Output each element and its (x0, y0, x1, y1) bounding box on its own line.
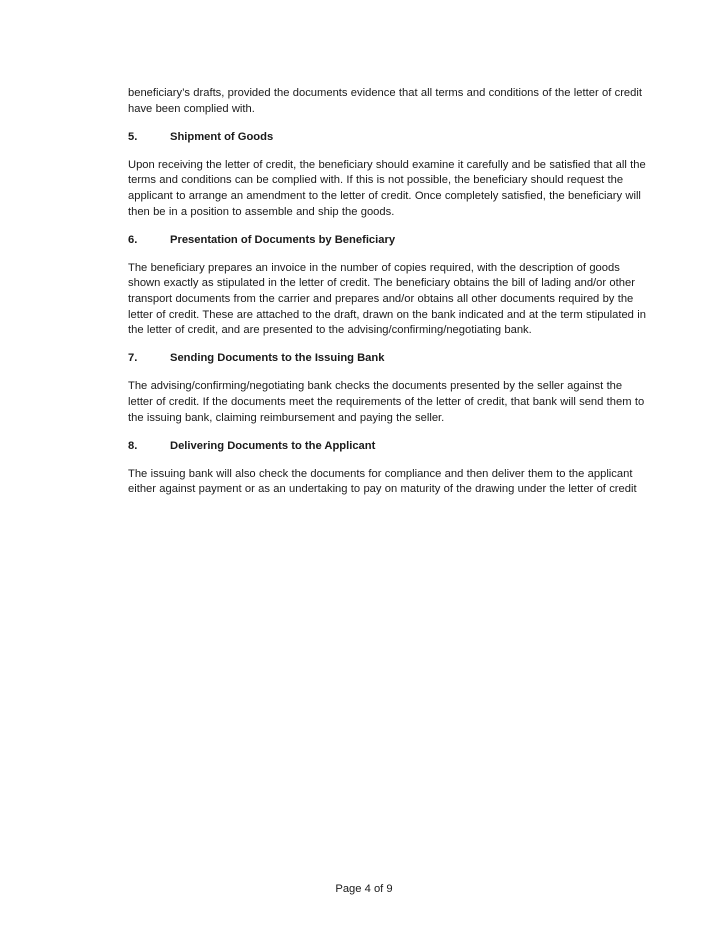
section-title: Delivering Documents to the Applicant (170, 439, 376, 452)
section-number: 6. (128, 233, 138, 246)
section-number: 7. (128, 352, 138, 365)
section-body-7: The advising/confirming/negotiating bank checks the documents presented by the seller against the letter of credit. If the documents meet the requirements of the letter of credit, that bank will send them to the issuing bank, claiming reimbursement and paying the seller. (128, 380, 645, 424)
section-number: 5. (128, 130, 138, 143)
section-heading-8 (128, 439, 648, 455)
section-heading-6 (128, 233, 648, 249)
section-heading-5 (128, 130, 648, 146)
section-title: Shipment of Goods (170, 130, 274, 143)
section-number: 8. (128, 439, 138, 452)
section-body-5: Upon receiving the letter of credit, the beneficiary should examine it carefully and be satisfied that all the terms and conditions can be complied with. If this is not possible, the beneficiary should request the applicant to arrange an amendment to the letter of credit. Once completely satisfied, the beneficiary will then be in a position to assemble and ship the goods. (128, 158, 646, 218)
page-number-footer: Page 4 of 9 (335, 883, 393, 895)
intro-paragraph: beneficiary’s drafts, provided the documents evidence that all terms and conditions of the letter of credit have been complied with. (128, 87, 642, 115)
section-title: Sending Documents to the Issuing Bank (170, 352, 385, 365)
section-heading-7 (128, 351, 648, 367)
document-body (128, 86, 648, 510)
section-body-6: The beneficiary prepares an invoice in the number of copies required, with the description of goods shown exactly as stipulated in the letter of credit. The beneficiary obtains the bill of lading and/or other transport documents from the carrier and prepares and/or obtains all other documents required by the letter of credit. These are attached to the draft, drawn on the bank indicated and at the term stipulated in the letter of credit, and are presented to the advising/confirming/negotiating bank. (128, 261, 646, 337)
section-title: Presentation of Documents by Beneficiary (170, 233, 396, 246)
section-body-8: The issuing bank will also check the documents for compliance and then deliver them to the applicant either against payment or as an undertaking to pay on maturity of the drawing under the letter of credit (128, 467, 637, 496)
